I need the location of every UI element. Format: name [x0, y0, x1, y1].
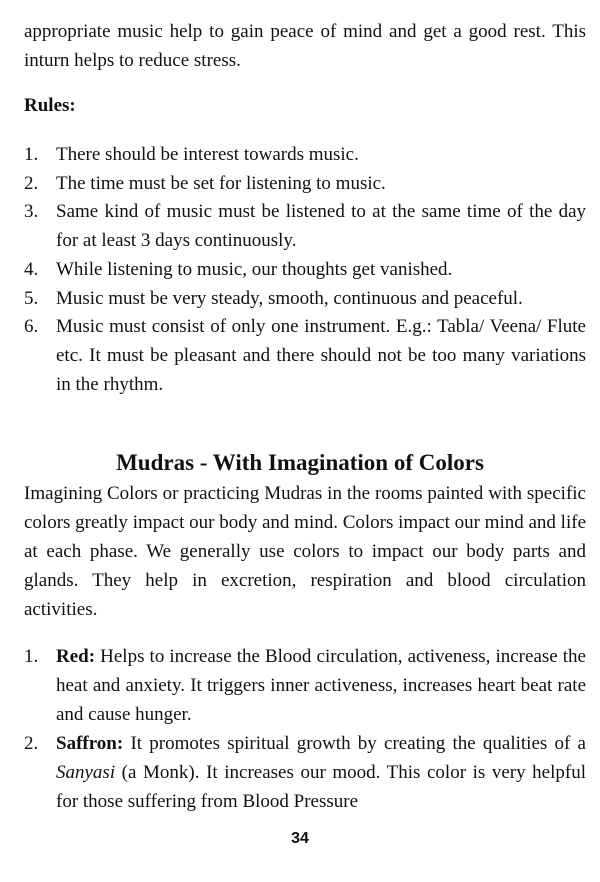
list-item: [24, 256, 586, 285]
list-item: [24, 313, 586, 399]
item-number: 1.: [24, 646, 39, 667]
list-item: [24, 729, 586, 816]
item-description-end: (a Monk). It increases our mood. This color is very helpful for those suffering from Blood Pressure: [56, 762, 586, 812]
item-number: 4.: [24, 258, 39, 280]
item-number: 2.: [24, 172, 39, 194]
item-description-start: It promotes spiritual growth by creating the qualities of a: [130, 733, 586, 754]
item-text: There should be interest towards music.: [56, 144, 359, 165]
rules-heading: Rules:: [24, 95, 76, 116]
color-term: Saffron:: [56, 733, 124, 754]
page-number: 34: [291, 830, 309, 847]
item-description: Helps to increase the Blood circulation, activeness, increase the heat and anxiety. It triggers inner activeness, increases heart beat rate and cause hunger.: [56, 646, 586, 725]
rules-list: [24, 141, 586, 399]
item-text: Music must be very steady, smooth, continuous and peaceful.: [56, 287, 523, 309]
item-number: 5.: [24, 287, 39, 309]
mudras-paragraph: Imagining Colors or practicing Mudras in the rooms painted with specific colors greatly impact our body and mind. Colors impact our mind and life at each phase. We generally use colors to impact our body parts and glands. They help in excretion, respiration and blood circulation activities.: [24, 483, 586, 620]
item-text: [56, 729, 586, 816]
item-number: 1.: [24, 144, 39, 165]
colors-list: [24, 642, 586, 816]
item-text: Music must consist of only one instrument. E.g.: Tabla/ Veena/ Flute etc. It must be pleasant and there should not be too many variations in the rhythm.: [56, 316, 586, 395]
item-text: [56, 642, 586, 729]
item-text: While listening to music, our thoughts get vanished.: [56, 258, 453, 280]
list-item: [24, 141, 586, 170]
section-heading: Mudras - With Imagination of Colors: [116, 450, 484, 475]
italic-term: Sanyasi: [56, 762, 116, 783]
list-item: [24, 285, 586, 314]
item-text: The time must be set for listening to music.: [56, 172, 386, 194]
item-number: 6.: [24, 316, 39, 338]
list-item: [24, 170, 586, 199]
item-number: 3.: [24, 201, 39, 223]
list-item: [24, 642, 586, 729]
color-term: Red:: [56, 646, 96, 667]
item-number: 2.: [24, 733, 39, 754]
list-item: [24, 198, 586, 255]
item-text: Same kind of music must be listened to at the same time of the day for at least 3 days continuously.: [56, 201, 586, 252]
intro-paragraph: appropriate music help to gain peace of mind and get a good rest. This inturn helps to reduce stress.: [24, 21, 586, 71]
